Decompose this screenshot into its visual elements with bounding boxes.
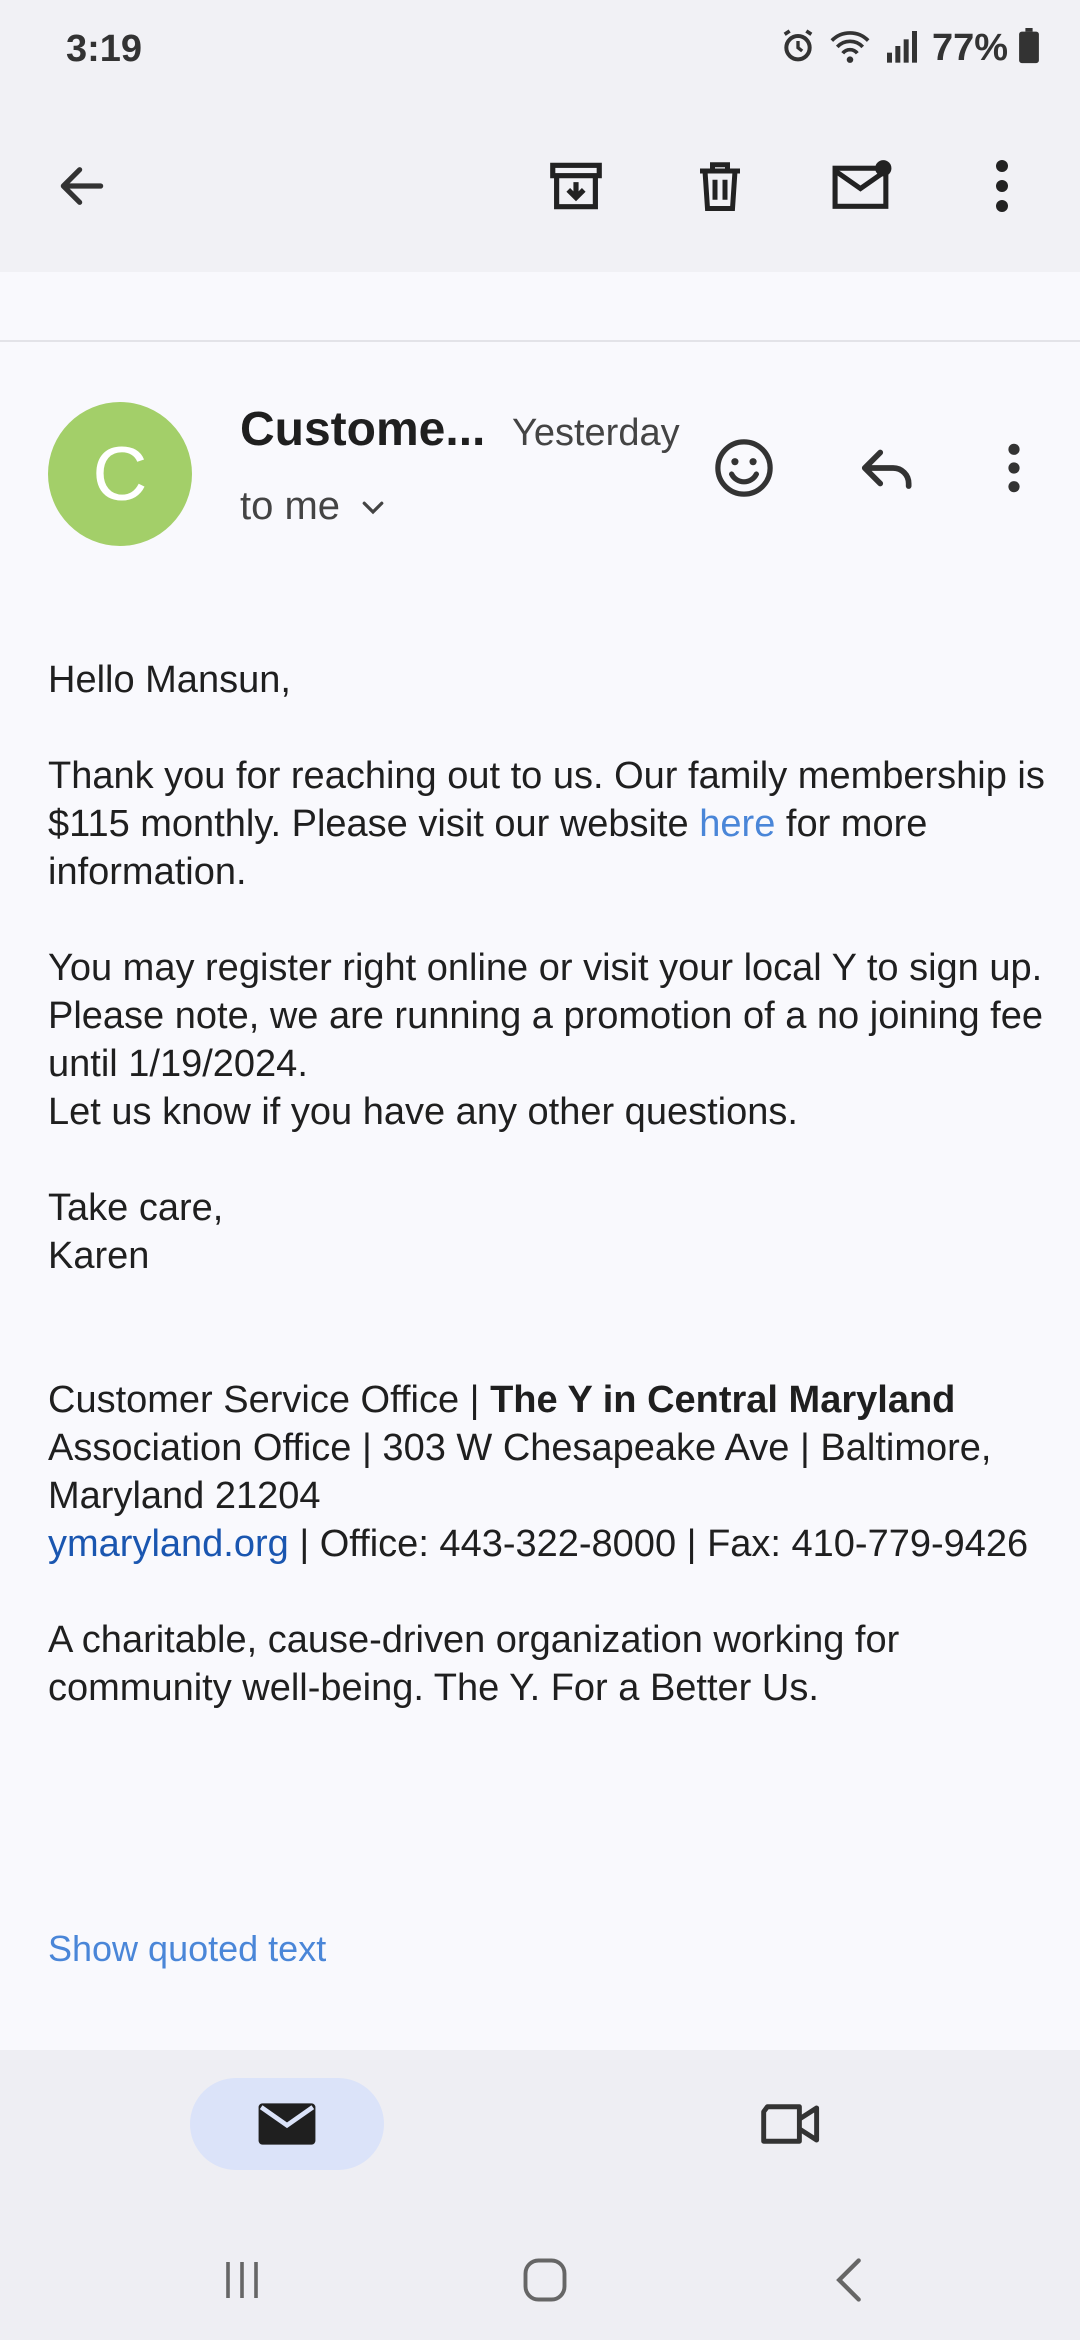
sender-avatar[interactable]: C bbox=[48, 402, 192, 546]
mark-unread-button[interactable] bbox=[813, 136, 913, 236]
system-navigation bbox=[0, 2210, 1080, 2340]
more-vert-icon bbox=[982, 156, 1022, 216]
delete-button[interactable] bbox=[670, 136, 770, 236]
tagline: A charitable, cause-driven organization working for community well-being. The Y. For a Better Us. bbox=[48, 1619, 900, 1709]
recipient-details-toggle[interactable] bbox=[240, 484, 388, 529]
message-more-button[interactable] bbox=[966, 420, 1062, 516]
email-header bbox=[0, 360, 1080, 580]
recents-button[interactable] bbox=[192, 2240, 292, 2320]
email-toolbar bbox=[0, 100, 1080, 272]
back-arrow-icon bbox=[54, 158, 110, 214]
email-body bbox=[48, 656, 1048, 1712]
emoji-icon bbox=[711, 435, 777, 501]
mark-unread-icon bbox=[830, 155, 896, 217]
reply-icon bbox=[857, 437, 919, 499]
video-icon bbox=[760, 2099, 824, 2149]
home-icon bbox=[519, 2254, 571, 2306]
signature-address: Association Office | 303 W Chesapeake Ave | Baltimore, Maryland 21204 bbox=[48, 1427, 992, 1517]
nav-meet-tab[interactable] bbox=[742, 2078, 842, 2170]
bottom-navigation bbox=[0, 2050, 1080, 2210]
recents-icon bbox=[217, 2256, 267, 2304]
back-button[interactable] bbox=[32, 136, 132, 236]
nav-mail-tab[interactable] bbox=[190, 2078, 384, 2170]
wifi-icon bbox=[828, 26, 872, 71]
archive-icon bbox=[545, 155, 607, 217]
ymaryland-link[interactable]: ymaryland.org bbox=[48, 1523, 289, 1565]
paragraph-questions: Let us know if you have any other questions. bbox=[48, 1091, 798, 1133]
divider bbox=[0, 340, 1080, 342]
closing: Take care, bbox=[48, 1187, 224, 1229]
reply-button[interactable] bbox=[840, 420, 936, 516]
archive-button[interactable] bbox=[526, 136, 626, 236]
greeting: Hello Mansun, bbox=[48, 659, 291, 701]
paragraph-register: You may register right online or visit your local Y to sign up. Please note, we are running a promotion of a no joining fee until 1/19/2024. bbox=[48, 947, 1043, 1085]
signal-icon bbox=[882, 26, 922, 71]
signer-name: Karen bbox=[48, 1235, 150, 1277]
home-button[interactable] bbox=[495, 2240, 595, 2320]
organization-name: The Y in Central Maryland bbox=[490, 1379, 956, 1421]
battery-icon bbox=[1018, 28, 1040, 69]
react-emoji-button[interactable] bbox=[696, 420, 792, 516]
back-icon bbox=[828, 2254, 872, 2306]
battery-percent: 77% bbox=[931, 27, 1008, 69]
recipient-label: to me bbox=[240, 484, 341, 528]
show-quoted-text-link[interactable]: Show quoted text bbox=[48, 1928, 327, 1969]
paragraph-membership: Thank you for reaching out to us. Our family membership is $115 monthly. Please visit our website here for more information. bbox=[48, 755, 1045, 893]
sender-name[interactable]: Custome... bbox=[240, 403, 486, 456]
mail-icon bbox=[256, 2099, 318, 2149]
chevron-down-icon bbox=[358, 492, 388, 522]
website-link[interactable]: here bbox=[699, 803, 776, 845]
signature-contact: ymaryland.org | Office: 443-322-8000 | Fax: 410-779-9426 bbox=[48, 1523, 1029, 1565]
signature-office: Customer Service Office | The Y in Central Maryland bbox=[48, 1379, 956, 1421]
status-bar bbox=[0, 0, 1080, 100]
email-date: Yesterday bbox=[512, 412, 680, 454]
status-icons bbox=[778, 26, 1040, 71]
alarm-icon bbox=[778, 26, 818, 71]
trash-icon bbox=[690, 156, 750, 216]
more-vert-icon bbox=[996, 440, 1032, 496]
more-options-button[interactable] bbox=[952, 136, 1052, 236]
status-time: 3:19 bbox=[66, 28, 143, 70]
system-back-button[interactable] bbox=[800, 2240, 900, 2320]
